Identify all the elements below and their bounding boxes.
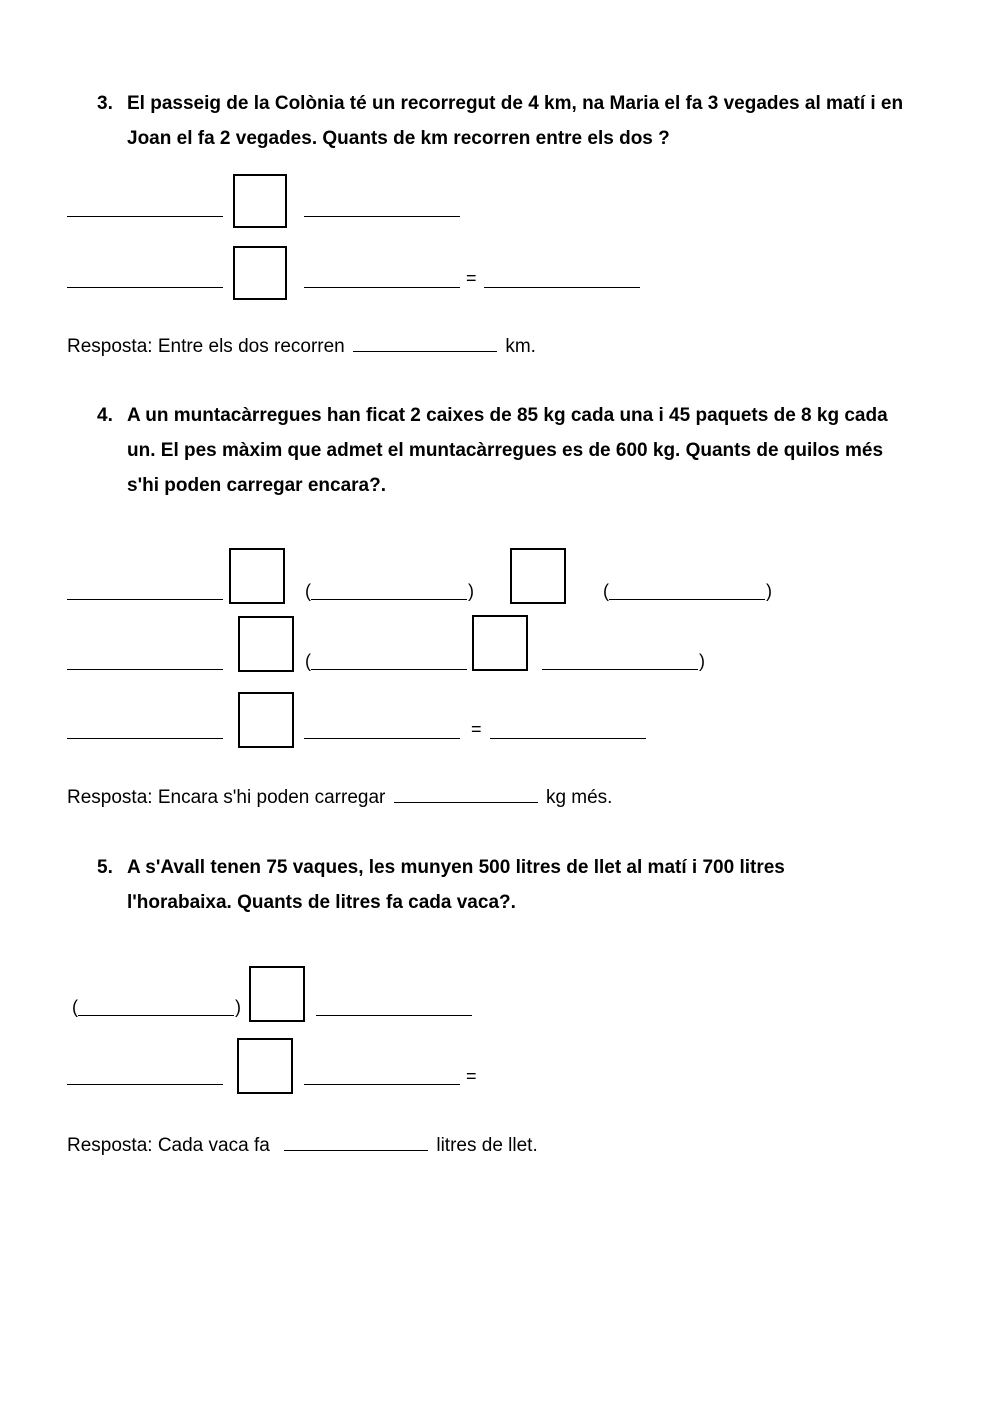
equals-sign: =	[466, 268, 477, 288]
answer-blank[interactable]	[304, 287, 460, 288]
answer-blank[interactable]	[67, 738, 223, 739]
question-3-text: El passeig de la Colònia té un recorregut de 4 km, na Maria el fa 3 vegades al matí i en Joan el fa 2 vegades. Quants de km recorren entre els dos ?	[127, 93, 904, 149]
answer-suffix: km.	[505, 336, 536, 357]
answer-line	[67, 1134, 538, 1158]
open-parenthesis: (	[305, 581, 311, 601]
answer-blank[interactable]	[311, 669, 467, 670]
result-blank[interactable]	[490, 738, 646, 739]
answer-blank[interactable]	[304, 1084, 460, 1085]
close-parenthesis: )	[766, 581, 772, 601]
close-parenthesis: )	[468, 581, 474, 601]
operator-box[interactable]	[233, 246, 287, 300]
result-blank[interactable]	[484, 287, 640, 288]
operator-box[interactable]	[233, 174, 287, 228]
operator-box[interactable]	[249, 966, 305, 1022]
answer-blank[interactable]	[78, 1015, 234, 1016]
operator-box[interactable]	[238, 616, 294, 672]
answer-line	[67, 786, 612, 810]
answer-blank[interactable]	[304, 738, 460, 739]
answer-line	[67, 335, 536, 359]
equals-sign: =	[471, 719, 482, 739]
close-parenthesis: )	[235, 997, 241, 1017]
question-4-text: A un muntacàrregues han ficat 2 caixes de 85 kg cada una i 45 paquets de 8 kg cada un. El pes màxim que admet el muntacàrregues es de 600 kg. Quants de quilos més s'hi poden carregar encara?.	[127, 405, 888, 496]
answer-blank[interactable]	[311, 599, 467, 600]
operator-box[interactable]	[238, 692, 294, 748]
answer-blank[interactable]	[542, 669, 698, 670]
open-parenthesis: (	[72, 997, 78, 1017]
close-parenthesis: )	[699, 651, 705, 671]
open-parenthesis: (	[603, 581, 609, 601]
answer-blank[interactable]	[304, 216, 460, 217]
answer-blank[interactable]	[67, 599, 223, 600]
answer-prefix: Resposta: Cada vaca fa	[67, 1135, 270, 1156]
answer-blank[interactable]	[67, 669, 223, 670]
equals-sign: =	[466, 1066, 477, 1086]
question-5-text: A s'Avall tenen 75 vaques, les munyen 500 litres de llet al matí i 700 litres l'horabaixa. Quants de litres fa cada vaca?.	[127, 857, 785, 913]
answer-suffix: litres de llet.	[436, 1135, 538, 1156]
operator-box[interactable]	[472, 615, 528, 671]
answer-blank[interactable]	[609, 599, 765, 600]
answer-blank[interactable]	[67, 216, 223, 217]
answer-suffix: kg més.	[545, 787, 613, 808]
answer-blank[interactable]	[67, 1084, 223, 1085]
question-3-number: 3.	[97, 93, 113, 114]
answer-blank[interactable]	[394, 802, 538, 803]
operator-box[interactable]	[237, 1038, 293, 1094]
question-4-number: 4.	[97, 405, 113, 426]
answer-blank[interactable]	[316, 1015, 472, 1016]
answer-blank[interactable]	[67, 287, 223, 288]
answer-blank[interactable]	[284, 1150, 428, 1151]
question-5-number: 5.	[97, 857, 113, 878]
open-parenthesis: (	[305, 651, 311, 671]
answer-prefix: Resposta: Entre els dos recorren	[67, 336, 345, 357]
answer-blank[interactable]	[353, 351, 497, 352]
operator-box[interactable]	[229, 548, 285, 604]
operator-box[interactable]	[510, 548, 566, 604]
answer-prefix: Resposta: Encara s'hi poden carregar	[67, 787, 386, 808]
